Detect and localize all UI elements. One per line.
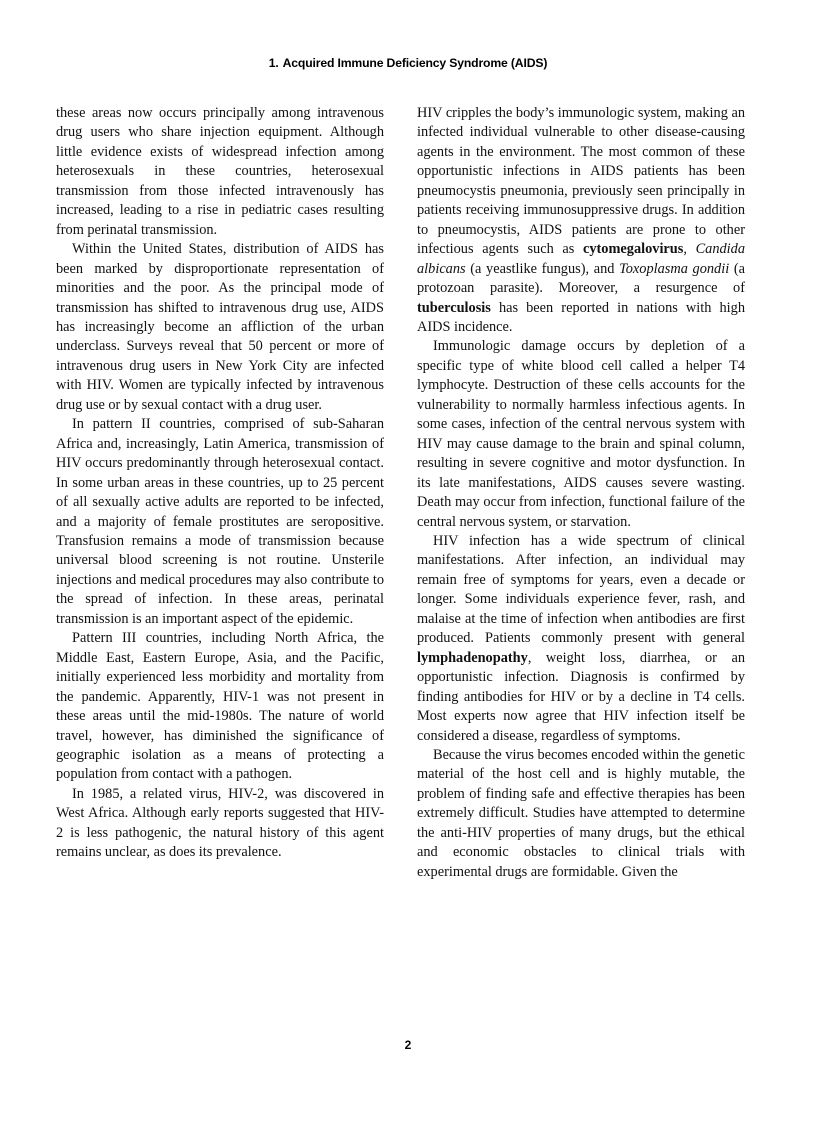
paragraph [417,337,745,532]
text-run: HIV infection has a wide spectrum of clinical manifestations. After infection, an individual may remain free of symptoms for years, even a decade or longer. Some individuals experience fever, rash, and malaise at the time of infection when antibodies are first produced. Patients commonly present with general [417,532,745,647]
text-run: has been reported in nations with high AIDS incidence. [417,299,745,335]
bold-term: tuberculosis [417,299,491,316]
text-run: , weight loss, diarrhea, or an opportunistic infection. Diagnosis is confirmed by finding antibodies for HIV or by a decline in T4 cells. Most experts now agree that HIV infection itself be considered a disease, regardless of symptoms. [417,649,745,744]
running-head-title: Acquired Immune Deficiency Syndrome (AIDS) [282,56,548,70]
body-columns [56,104,760,1004]
bold-term: lymphadenopathy [417,649,528,666]
text-run: Because the virus becomes encoded within the genetic material of the host cell and is highly mutable, the problem of finding safe and effective therapies has been extremely difficult. Studies have attempted to determine the anti-HIV properties of many drugs, but the ethical and economic obstacles to clinical trials with experimental drugs are formidable. Given the [417,746,745,880]
paragraph [417,104,745,337]
column-left [56,104,384,1004]
italic-term: Toxoplasma gondii [619,260,730,277]
page-number: 2 [404,1038,412,1052]
paragraph: Pattern III countries, including North Africa, the Middle East, Eastern Europe, Asia, and the Pacific, initially experienced less morbidity and mortality from the pandemic. Apparently, HIV-1 was not present in these areas until the mid-1980s. The nature of world travel, however, has diminished the significance of geographic isolation as a means of protecting a population from contact with a pathogen. [56,630,384,783]
paragraph: Within the United States, distribution of AIDS has been marked by disproportionate representation of minorities and the poor. As the principal mode of transmission has shifted to intravenous drug use, AIDS has increasingly become an affliction of the urban underclass. Surveys reveal that 50 percent or more of intravenous drug users in New York City are infected with HIV. Women are typically infected by intravenous drug use or by sexual contact with a drug user. [56,241,384,413]
italic-term: Candida albicans [417,241,745,277]
column-right [417,104,745,1004]
paragraph [417,532,745,746]
paragraph [417,746,745,882]
text-run: Immunologic damage occurs by depletion of a specific type of white blood cell called a helper T4 lymphocyte. Destruction of these cells accounts for the vulnerability to normally harmless infectious agents. In some cases, infection of the central nervous system with HIV may cause damage to the brain and spinal column, resulting in severe cognitive and motor dysfunction. In its late manifestations, AIDS causes severe wasting. Death may occur from infection, functional failure of the central nervous system, or starvation. [417,338,745,530]
paragraph: these areas now occurs principally among intravenous drug users who share injection equipment. Although little evidence exists of widespread infection among heterosexuals in these countries, heterosexual transmission from those infected intravenously has increased, leading to a rise in pediatric cases resulting from perinatal transmission. [56,105,384,238]
running-head-number: 1. [268,56,279,70]
text-run: (a protozoan parasite). Moreover, a resurgence of [417,260,745,297]
text-run: (a yeastlike fungus), and [465,260,620,277]
text-run: , [683,241,696,258]
paragraph: In pattern II countries, comprised of sub-Saharan Africa and, increasingly, Latin America, transmission of HIV occurs predominantly through heterosexual contact. In some urban areas in these countries, up to 25 percent of all sexually active adults are reported to be infected, and a majority of female prostitutes are seropositive. Transfusion remains a mode of transmission because universal blood screening is not routine. Unsterile injections and medical procedures may also contribute to the spread of infection. In these areas, perinatal transmission is an important aspect of the epidemic. [56,416,384,627]
running-head [0,56,816,70]
bold-term: cytomegalovirus [582,241,684,258]
text-run: HIV cripples the body’s immunologic system, making an infected individual vulnerable to other disease-causing agents in the environment. The most common of these opportunistic infections in AIDS patients has been pneumocystis pneumonia, previously seen principally in patients receiving immunosuppressive drugs. In addition to pneumocystis, AIDS patients are prone to other infectious agents such as [417,105,745,258]
paragraph: In 1985, a related virus, HIV-2, was discovered in West Africa. Although early reports suggested that HIV-2 is less pathogenic, the natural history of this agent remains unclear, as does its prevalence. [56,785,384,861]
